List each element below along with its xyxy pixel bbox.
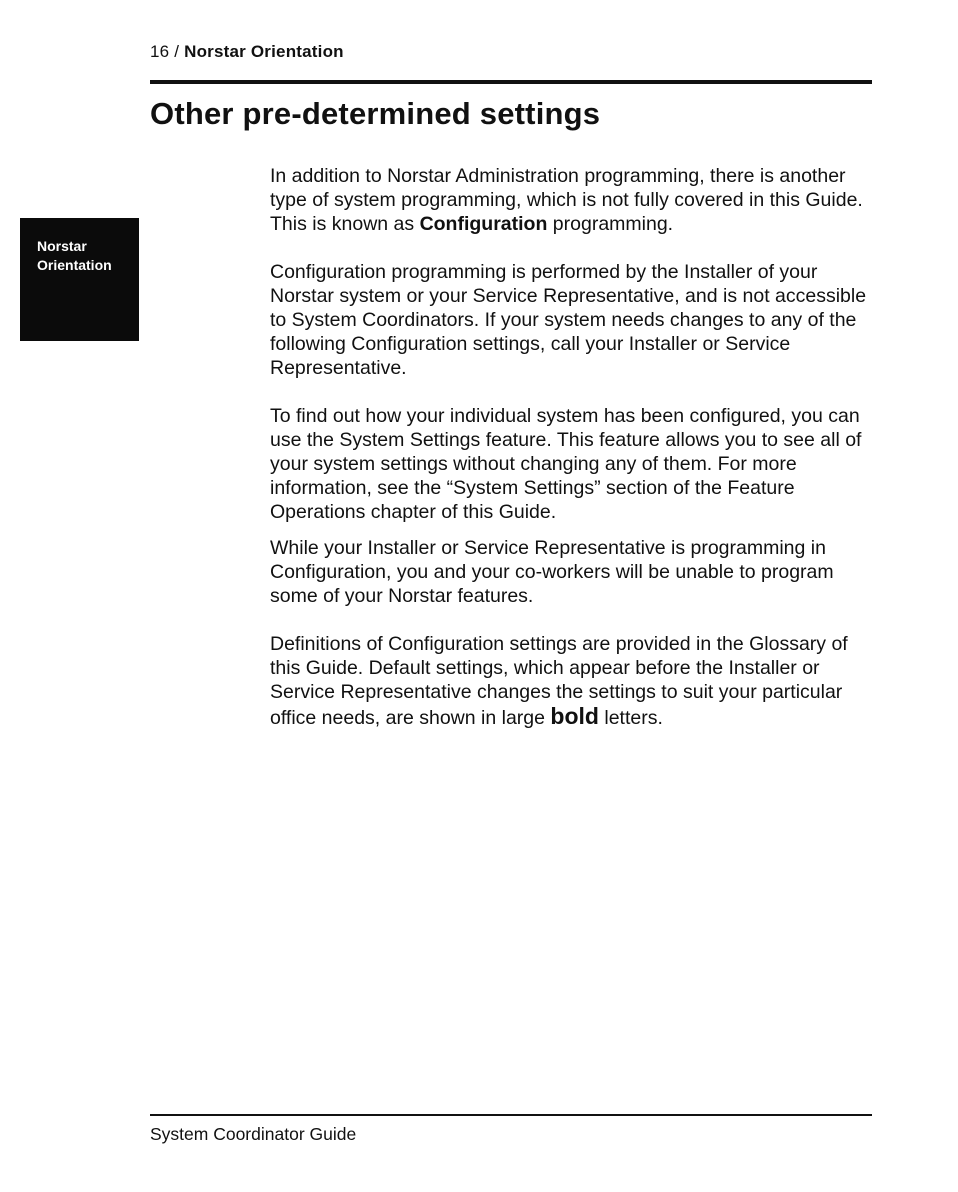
paragraph-4: While your Installer or Service Representative is programming in Configuration, you and your co-workers will be unable to program some of your Norstar features. [270, 537, 834, 607]
page-title: Other pre-determined settings [150, 96, 601, 131]
paragraph-2: Configuration programming is performed by the Installer of your Norstar system or your Service Representative, and is not accessible to System Coordinators. If your system needs changes to any of the following Configuration settings, call your Installer or Service Representative. [270, 261, 867, 379]
paragraph-5-text-a: Definitions of Configuration settings are provided in the Glossary of this Guide. Default settings, which appear before the Installer or Service Representative changes the settings to suit your particular office needs, are shown in large [270, 633, 848, 729]
paragraph-3: To find out how your individual system has been configured, you can use the System Settings feature. This feature allows you to see all of your system settings without changing any of them. For more information, see the “System Settings” section of the Feature Operations chapter of this Guide. [270, 405, 862, 523]
paragraph-5 [270, 632, 870, 730]
page-number: 16 / [150, 42, 180, 61]
header-section-title: Norstar Orientation [184, 42, 344, 61]
header-rule [150, 80, 872, 84]
paragraph-5-text-b: letters. [598, 707, 663, 729]
side-tab-line2: Orientation [37, 257, 112, 273]
paragraph-1-bold: Configuration [419, 213, 548, 235]
paragraph-1-text-a: In addition to Norstar Administration programming, there is another type of system programming, which is not fully covered in this Guide. This is known as [270, 165, 863, 235]
paragraph-5-bold: bold [550, 703, 599, 729]
footer-rule [150, 1114, 872, 1116]
side-tab-line1: Norstar [37, 238, 87, 254]
page-footer: System Coordinator Guide [150, 1124, 357, 1144]
body-text [270, 164, 870, 730]
paragraph-1-text-b: programming. [547, 213, 674, 235]
side-tab [20, 218, 139, 341]
page-header [150, 42, 344, 62]
paragraph-1 [270, 164, 870, 236]
